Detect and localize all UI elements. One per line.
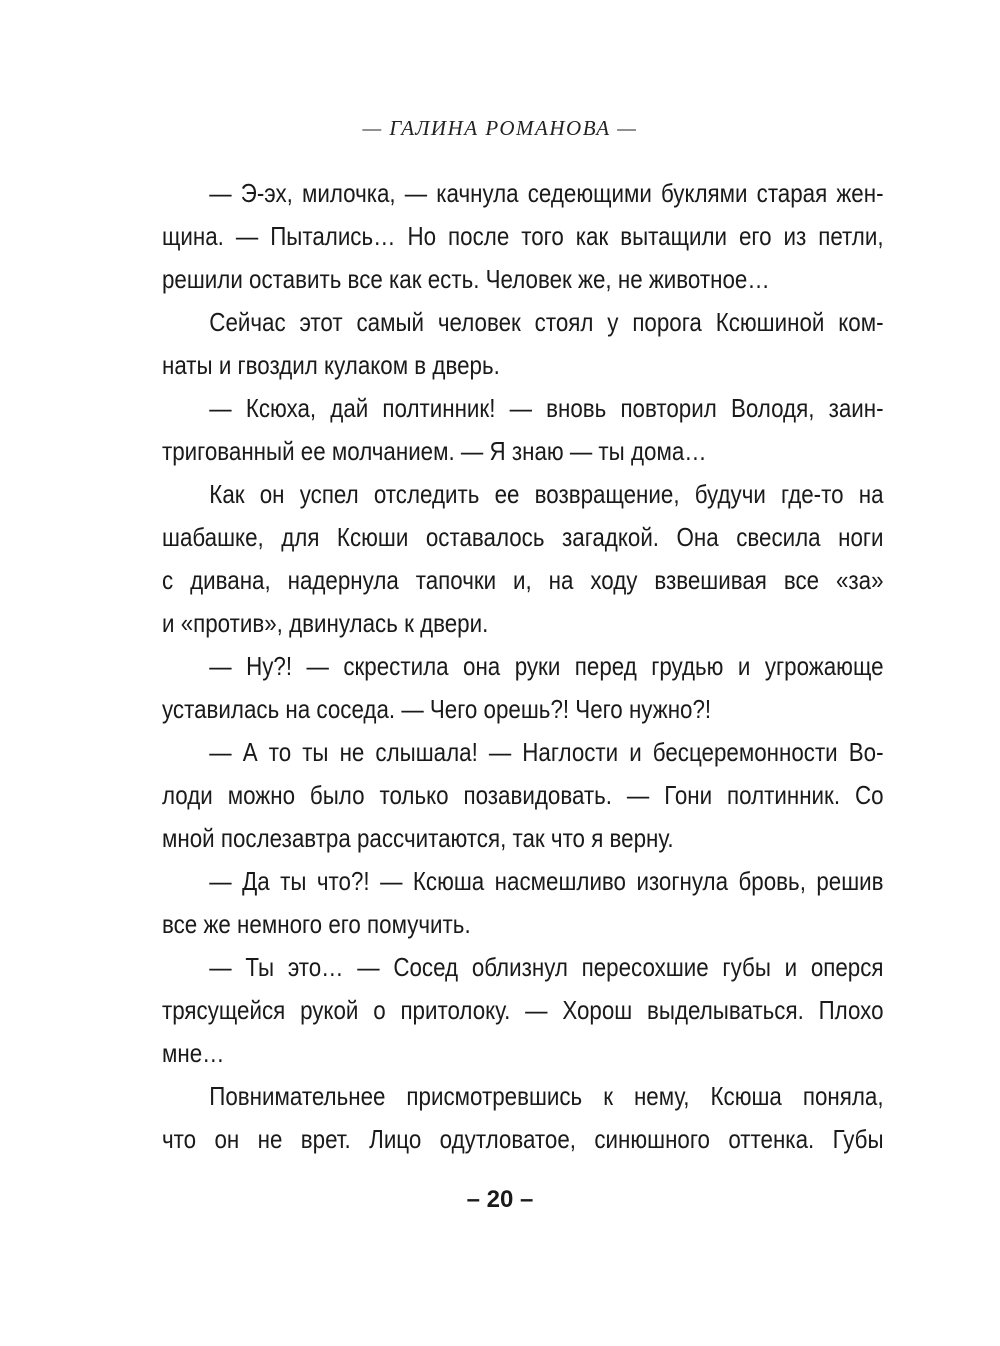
running-head: — ГАЛИНА РОМАНОВА — bbox=[362, 116, 638, 140]
text-line: Сейчас этот самый человек стоял у порога Ксюшиной ком- bbox=[209, 307, 884, 337]
text-line: — Ну?! — скрестила она руки перед грудью и угрожающе bbox=[209, 651, 884, 681]
text-line: трясущейся рукой о притолоку. — Хорош выделываться. Плохо bbox=[162, 995, 884, 1025]
text-line: что он не врет. Лицо одутловатое, синюшного оттенка. Губы bbox=[162, 1124, 884, 1154]
text-line: тригованный ее молчанием. — Я знаю — ты дома… bbox=[162, 436, 707, 466]
text-line: Повнимательнее присмотревшись к нему, Ксюша поняла, bbox=[209, 1081, 884, 1111]
text-line: — Ты это… — Сосед облизнул пересохшие губы и оперся bbox=[209, 952, 884, 982]
text-line: — А то ты не слышала! — Наглости и бесцеремонности Во- bbox=[209, 737, 884, 767]
text-line: и «против», двинулась к двери. bbox=[162, 608, 489, 638]
text-line: мной послезавтра рассчитаются, так что я верну. bbox=[162, 823, 674, 853]
text-line: Как он успел отследить ее возвращение, будучи где-то на bbox=[209, 479, 884, 509]
text-line: — Ксюха, дай полтинник! — вновь повторил Володя, заин- bbox=[209, 393, 884, 423]
text-line: — Да ты что?! — Ксюша насмешливо изогнула бровь, решив bbox=[209, 866, 884, 896]
text-line: с дивана, надернула тапочки и, на ходу взвешивая все «за» bbox=[162, 565, 884, 595]
text-line: шабашке, для Ксюши оставалось загадкой. Она свесила ноги bbox=[162, 522, 884, 552]
text-line: все же немного его помучить. bbox=[162, 909, 471, 939]
text-line: наты и гвоздил кулаком в дверь. bbox=[162, 350, 500, 380]
text-line: мне… bbox=[162, 1038, 225, 1068]
text-line: щина. — Пытались… Но после того как вытащили его из петли, bbox=[162, 221, 884, 251]
body-text bbox=[162, 172, 884, 1161]
text-line: — Э-эх, милочка, — качнула седеющими буклями старая жен- bbox=[209, 178, 884, 208]
text-line: уставилась на соседа. — Чего орешь?! Чего нужно?! bbox=[162, 694, 712, 724]
text-line: решили оставить все как есть. Человек же, не животное… bbox=[162, 264, 770, 294]
text-line: лоди можно было только позавидовать. — Гони полтинник. Со bbox=[162, 780, 884, 810]
page-number: – 20 – bbox=[466, 1186, 534, 1213]
